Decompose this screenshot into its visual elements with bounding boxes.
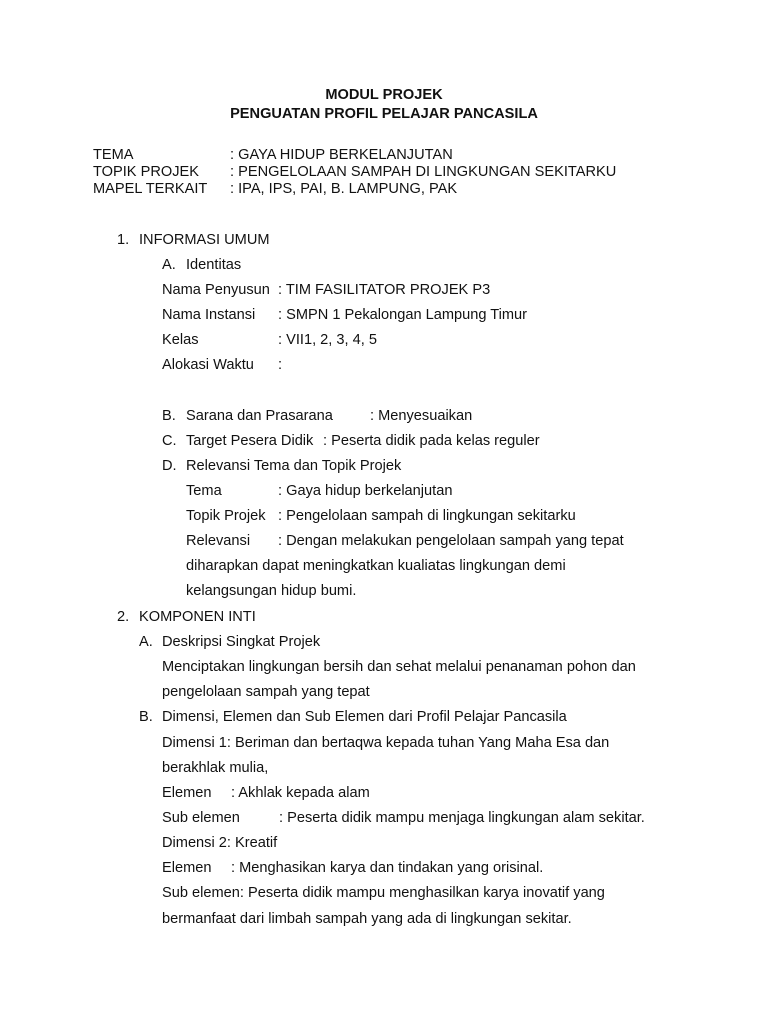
subsection-title: Relevansi Tema dan Topik Projek: [186, 458, 402, 474]
target-value: : Peserta didik pada kelas reguler: [323, 433, 540, 449]
section-title: KOMPONEN INTI: [139, 609, 256, 625]
section-title: INFORMASI UMUM: [139, 232, 270, 248]
meta-topik-value: : PENGELOLAAN SAMPAH DI LINGKUNGAN SEKITARKU: [230, 164, 617, 180]
paragraph-line: Menciptakan lingkungan bersih dan sehat melalui penanaman pohon dan: [162, 659, 636, 675]
meta-tema-label: TEMA: [93, 147, 134, 163]
relevansi-continuation: kelangsungan hidup bumi.: [186, 583, 357, 599]
paragraph-line: pengelolaan sampah yang tepat: [162, 684, 370, 700]
elemen-value: : Menghasikan karya dan tindakan yang orisinal.: [231, 860, 544, 876]
section-number: 1.: [117, 232, 130, 248]
subsection-title: Deskripsi Singkat Projek: [162, 634, 321, 650]
target-label: Target Pesera Didik: [186, 433, 314, 449]
subsection-letter: A.: [162, 257, 176, 273]
meta-mapel-label: MAPEL TERKAIT: [93, 181, 208, 197]
meta-mapel-value: : IPA, IPS, PAI, B. LAMPUNG, PAK: [230, 181, 458, 197]
sarana-label: Sarana dan Prasarana: [186, 408, 333, 424]
section-number: 2.: [117, 609, 130, 625]
relevansi-label: Topik Projek: [186, 508, 266, 524]
subsection-title: Dimensi, Elemen dan Sub Elemen dari Profil Pelajar Pancasila: [162, 709, 567, 725]
subsection-title: Identitas: [186, 257, 242, 273]
dimensi-line: Dimensi 2: Kreatif: [162, 835, 278, 851]
identity-value: : SMPN 1 Pekalongan Lampung Timur: [278, 307, 528, 323]
relevansi-label: Tema: [186, 483, 222, 499]
sub-elemen-value: : Peserta didik mampu menjaga lingkungan alam sekitar.: [279, 810, 645, 826]
relevansi-continuation: diharapkan dapat meningkatkan kualiatas lingkungan demi: [186, 558, 566, 574]
sarana-value: : Menyesuaikan: [370, 408, 473, 424]
elemen-label: Elemen: [162, 785, 212, 801]
subsection-letter: B.: [139, 709, 153, 725]
document-title: MODUL PROJEK: [325, 87, 443, 103]
dimensi-line: berakhlak mulia,: [162, 760, 269, 776]
relevansi-value: : Dengan melakukan pengelolaan sampah yang tepat: [278, 533, 624, 549]
identity-value: : VII1, 2, 3, 4, 5: [278, 332, 377, 348]
subsection-letter: C.: [162, 433, 177, 449]
sub-elemen-line: Sub elemen: Peserta didik mampu menghasilkan karya inovatif yang: [162, 885, 605, 901]
subsection-letter: B.: [162, 408, 176, 424]
identity-value: :: [278, 357, 283, 373]
document-subtitle: PENGUATAN PROFIL PELAJAR PANCASILA: [230, 106, 538, 122]
sub-elemen-label: Sub elemen: [162, 810, 240, 826]
relevansi-value: : Gaya hidup berkelanjutan: [278, 483, 453, 499]
identity-label: Alokasi Waktu: [162, 357, 254, 373]
dimensi-line: Dimensi 1: Beriman dan bertaqwa kepada tuhan Yang Maha Esa dan: [162, 735, 610, 751]
elemen-value: : Akhlak kepada alam: [231, 785, 370, 801]
meta-tema-value: : GAYA HIDUP BERKELANJUTAN: [230, 147, 453, 163]
subsection-letter: D.: [162, 458, 177, 474]
identity-value: : TIM FASILITATOR PROJEK P3: [278, 282, 491, 298]
subsection-letter: A.: [139, 634, 153, 650]
meta-topik-label: TOPIK PROJEK: [93, 164, 199, 180]
sub-elemen-line: bermanfaat dari limbah sampah yang ada di lingkungan sekitar.: [162, 911, 572, 927]
identity-label: Nama Instansi: [162, 307, 256, 323]
relevansi-label: Relevansi: [186, 533, 251, 549]
elemen-label: Elemen: [162, 860, 212, 876]
identity-label: Kelas: [162, 332, 199, 348]
relevansi-value: : Pengelolaan sampah di lingkungan sekitarku: [278, 508, 576, 524]
identity-label: Nama Penyusun: [162, 282, 270, 298]
